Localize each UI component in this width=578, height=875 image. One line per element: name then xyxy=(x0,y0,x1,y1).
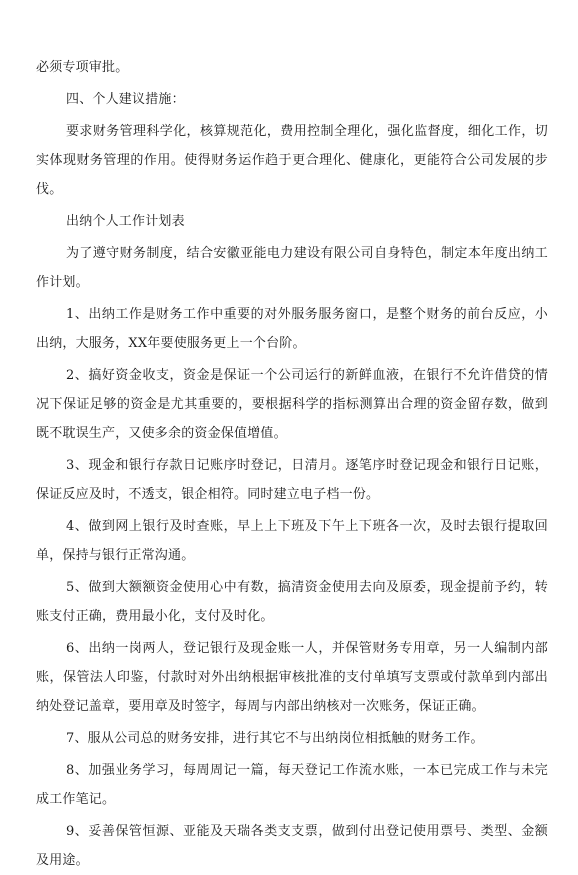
paragraph-approval: 必须专项审批。 xyxy=(36,60,129,75)
list-item-7: 7、服从公司总的财务安排，进行其它不与出纳岗位相抵触的财务工作。 xyxy=(66,731,484,746)
heading-cashier-plan: 出纳个人工作计划表 xyxy=(66,214,185,229)
document-body xyxy=(36,53,548,875)
paragraph-intro: 为了遵守财务制度，结合安徽亚能电力建设有限公司自身特色，制定本年度出纳工作计划。 xyxy=(36,246,548,290)
paragraph-requirements: 要求财务管理科学化，核算规范化，费用控制全理化，强化监督度，细化工作，切实体现财务管理的作用。使得财务运作趋于更合理化、健康化，更能符合公司发展的步伐。 xyxy=(36,124,548,197)
list-item-9: 9、妥善保管恒源、亚能及天瑞各类支支票，做到付出登记使用票号、类型、金额及用途。 xyxy=(36,824,548,868)
list-item-6: 6、出纳一岗两人，登记银行及现金账一人，并保管财务专用章，另一人编制内部账，保管法人印鉴，付款时对外出纳根据审核批准的支付单填写支票或付款单到内部出纳处登记盖章，要用章及时签字，每周与内部出纳核对一次账务，保证正确。 xyxy=(36,641,548,714)
list-item-2: 2、搞好资金收支，资金是保证一个公司运行的新鲜血液，在银行不允许借贷的情况下保证足够的资金是尤其重要的，要根据科学的指标测算出合理的资金留存数，做到既不耽误生产，又使多余的资金保值增值。 xyxy=(36,368,548,441)
list-item-1: 1、出纳工作是财务工作中重要的对外服务服务窗口，是整个财务的前台反应，小出纳，大服务，XX年要使服务更上一个台阶。 xyxy=(36,307,548,351)
heading-personal-suggestions: 四、个人建议措施： xyxy=(66,92,185,107)
list-item-3: 3、现金和银行存款日记账序时登记，日清月。逐笔序时登记现金和银行日记账，保证反应及时，不透支，银企相符。同时建立电子档一份。 xyxy=(36,458,548,502)
list-item-4: 4、做到网上银行及时查账，早上上下班及下午上下班各一次，及时去银行提取回单，保持与银行正常沟通。 xyxy=(36,519,548,563)
list-item-5: 5、做到大额额资金使用心中有数，搞清资金使用去向及原委，现金提前予约，转账支付正确，费用最小化，支付及时化。 xyxy=(36,580,548,624)
list-item-8: 8、加强业务学习，每周周记一篇，每天登记工作流水账，一本已完成工作与未完成工作笔记。 xyxy=(36,763,548,807)
